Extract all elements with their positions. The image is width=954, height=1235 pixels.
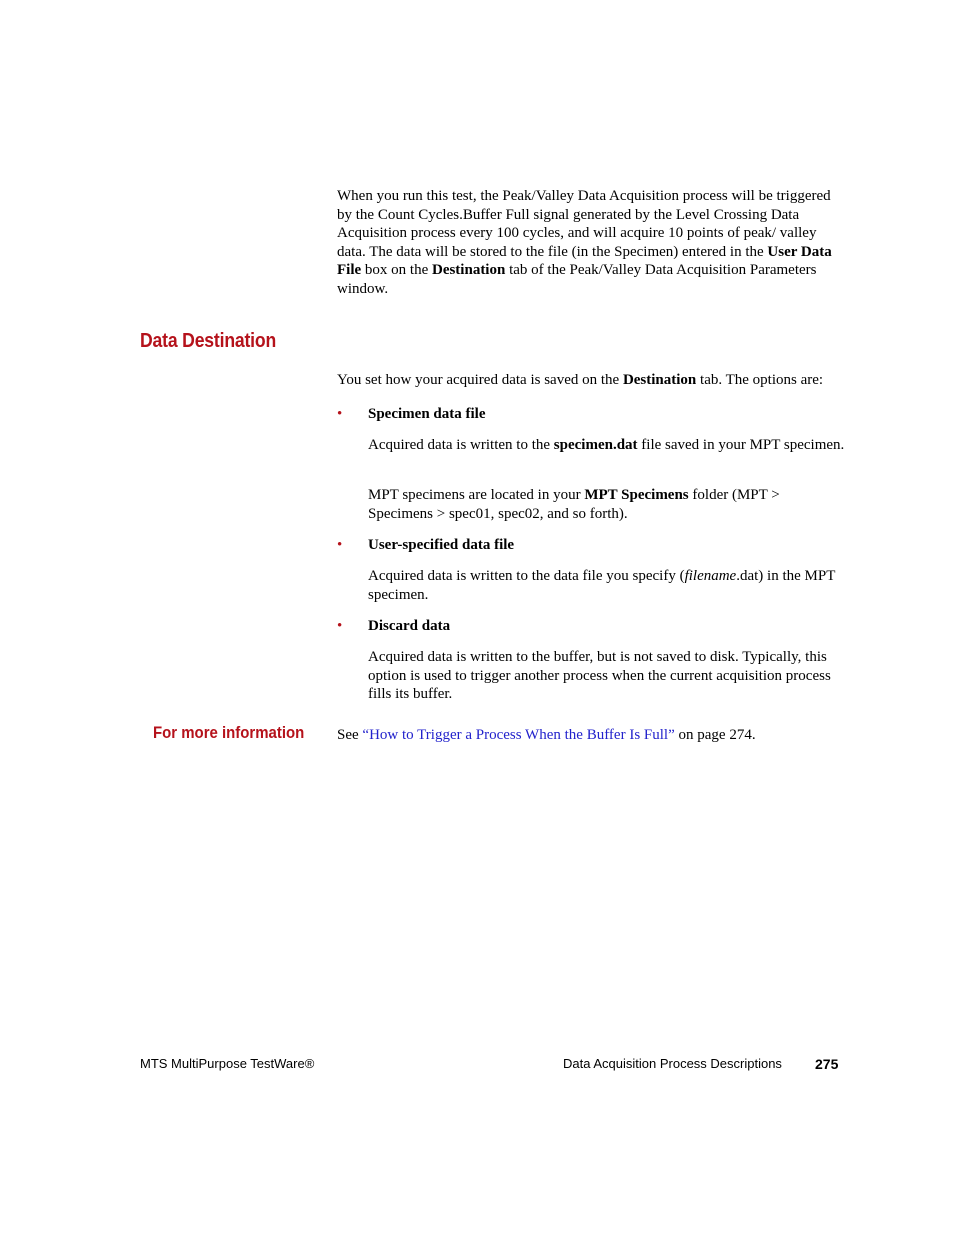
option-2-desc-1: Acquired data is written to the data file you specify ( (368, 568, 685, 584)
more-info-heading: For more information (153, 723, 305, 742)
option-label: Discard data (368, 618, 451, 634)
intro-text-2: box on the (361, 262, 432, 279)
see-text: See (337, 727, 363, 743)
page-number: 275 (815, 1056, 839, 1072)
option-1-desc-2: file saved in your MPT specimen. (637, 437, 845, 453)
option-1-note-2: folder (MPT > Specimens > spec01, spec02, and so forth). (368, 487, 780, 522)
bullet-icon: • (337, 537, 343, 553)
page-reference-text: on page 274. (674, 727, 756, 743)
section-heading: Data Destination (140, 330, 277, 352)
footer-product-name: MTS MultiPurpose TestWare® (140, 1056, 315, 1071)
footer-chapter-title: Data Acquisition Process Descriptions (563, 1056, 782, 1071)
intro-text-3: tab of the Peak/Valley Data Acquisition Parameters window. (337, 262, 817, 297)
option-1-note-1: MPT specimens are located in your (368, 487, 585, 503)
option-label: User-specified data file (368, 537, 515, 553)
bullet-icon: • (337, 406, 343, 422)
options-intro-destination-term: Destination (622, 372, 697, 388)
option-description (368, 567, 846, 604)
intro-text-1: When you run this test, the Peak/Valley Data Acquisition process will be triggered by the Count Cycles.Buffer Full signal generated by the Level Crossing Data Acquisition process every 100 cycles, and will acquire 10 points of peak/ valley data. The data will be stored to the file (in the Specimen) entered in the (337, 188, 831, 260)
destination-term: Destination (431, 262, 506, 279)
option-1-desc-1: Acquired data is written to the (368, 437, 554, 453)
intro-paragraph (337, 187, 845, 299)
cross-reference-link[interactable]: “How to Trigger a Process When the Buffer Is Full” (362, 727, 675, 743)
option-description: Acquired data is written to the buffer, but is not saved to disk. Typically, this option is used to trigger another process when the current acquisition process fills its buffer. (368, 649, 831, 703)
option-description (368, 436, 846, 455)
options-intro (337, 371, 847, 390)
bullet-icon: • (337, 618, 343, 634)
options-intro-text-1: You set how your acquired data is saved on the (337, 372, 623, 388)
mpt-specimens-term: MPT Specimens (584, 487, 689, 503)
option-2-desc-2: .dat) in the MPT specimen. (368, 568, 836, 603)
filename-term: filename (684, 568, 737, 584)
option-description (368, 486, 846, 523)
option-label: Specimen data file (368, 406, 486, 422)
user-data-file-term: User Data File (337, 243, 832, 279)
options-intro-text-2: tab. The options are: (696, 372, 824, 388)
specimen-dat-term: specimen.dat (553, 437, 638, 453)
more-info-text (337, 726, 756, 745)
